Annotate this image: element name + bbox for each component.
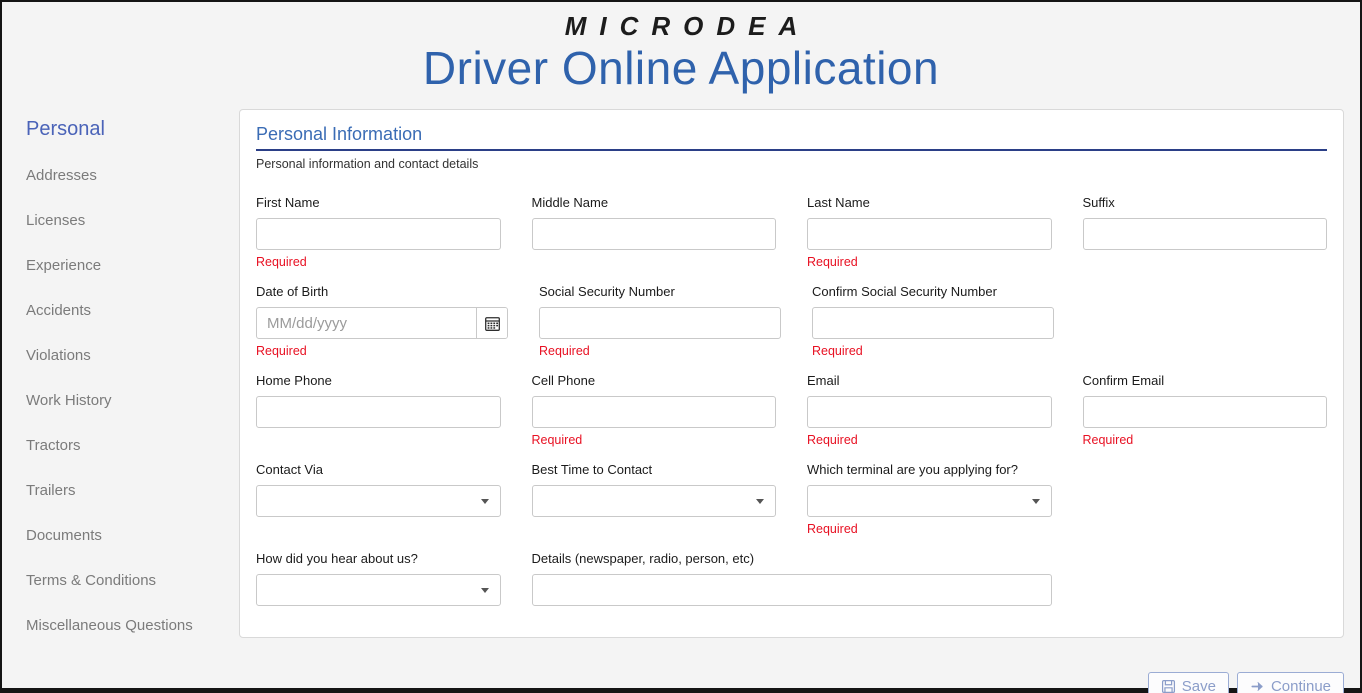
form-row <box>256 551 1327 606</box>
calendar-icon <box>484 315 501 332</box>
home-phone-label: Home Phone <box>256 373 332 388</box>
section-subtitle: Personal information and contact details <box>256 157 479 171</box>
contact-via-label: Contact Via <box>256 462 323 477</box>
required-hint: Required <box>256 255 307 269</box>
empty-cell <box>1085 284 1327 360</box>
section-title: Personal Information <box>256 124 1327 151</box>
confirm-ssn-input[interactable] <box>812 307 1054 339</box>
sidebar-item-personal[interactable]: Personal <box>26 118 105 140</box>
form-row <box>256 195 1327 271</box>
footer-actions <box>2 672 1360 693</box>
details-field-group <box>532 551 1052 606</box>
last-name-label: Last Name <box>807 195 870 210</box>
email-input[interactable] <box>807 396 1052 428</box>
chevron-down-icon <box>1032 499 1040 504</box>
suffix-field-group <box>1083 195 1328 271</box>
save-icon <box>1161 679 1176 693</box>
continue-button[interactable] <box>1237 672 1344 693</box>
best-time-label: Best Time to Contact <box>531 462 653 477</box>
last-name-field-group <box>807 195 1052 271</box>
empty-cell <box>1083 462 1328 538</box>
sidebar-item-work-history[interactable]: Work History <box>26 392 112 409</box>
details-label: Details (newspaper, radio, person, etc) <box>531 551 755 566</box>
terminal-select[interactable] <box>807 485 1052 517</box>
sidebar-item-trailers[interactable]: Trailers <box>26 482 76 499</box>
contact-via-field-group <box>256 462 501 538</box>
empty-cell <box>1083 551 1328 606</box>
form-row <box>256 462 1327 538</box>
date-of-birth-picker <box>256 307 508 339</box>
form-row <box>256 373 1327 449</box>
content-area <box>2 106 1360 662</box>
confirm-email-label: Confirm Email <box>1082 373 1165 388</box>
first-name-label: First Name <box>256 195 320 210</box>
save-button-label: Save <box>1181 678 1216 693</box>
middle-name-field-group <box>532 195 777 271</box>
sidebar-item-tractors[interactable]: Tractors <box>26 437 81 454</box>
required-hint: Required <box>256 344 307 358</box>
microdea-logo: MICRODEA <box>564 11 811 41</box>
sidebar-item-experience[interactable]: Experience <box>26 257 102 274</box>
required-hint <box>1083 255 1328 271</box>
sidebar-item-terms-conditions[interactable]: Terms & Conditions <box>26 572 157 589</box>
best-time-to-contact-select[interactable] <box>532 485 777 517</box>
calendar-button[interactable] <box>476 308 507 338</box>
required-hint: Required <box>1082 433 1134 447</box>
last-name-input[interactable] <box>807 218 1052 250</box>
ssn-input[interactable] <box>539 307 781 339</box>
required-hint <box>532 522 777 538</box>
personal-information-panel <box>239 109 1344 638</box>
middle-name-input[interactable] <box>532 218 777 250</box>
best-time-field-group <box>532 462 777 538</box>
details-input[interactable] <box>532 574 1052 606</box>
hear-about-us-field-group <box>256 551 501 606</box>
email-field-group <box>807 373 1052 449</box>
required-hint: Required <box>807 255 858 269</box>
hear-about-us-label: How did you hear about us? <box>256 551 418 566</box>
chevron-down-icon <box>481 588 489 593</box>
required-hint: Required <box>807 522 858 536</box>
chevron-down-icon <box>481 499 489 504</box>
ssn-label: Social Security Number <box>539 284 675 299</box>
middle-name-label: Middle Name <box>531 195 609 210</box>
sidebar-item-violations[interactable]: Violations <box>26 347 91 364</box>
ssn-field-group <box>539 284 781 360</box>
home-phone-input[interactable] <box>256 396 501 428</box>
page-title: Driver Online Application <box>422 42 940 94</box>
first-name-input[interactable] <box>256 218 501 250</box>
page-header <box>2 2 1360 106</box>
required-hint: Required <box>539 344 590 358</box>
continue-button-label: Continue <box>1270 678 1331 693</box>
cell-phone-input[interactable] <box>532 396 777 428</box>
form-row <box>256 284 1327 360</box>
cell-phone-field-group <box>532 373 777 449</box>
sidebar-item-licenses[interactable]: Licenses <box>26 212 86 229</box>
date-of-birth-field-group <box>256 284 508 360</box>
suffix-label: Suffix <box>1082 195 1115 210</box>
confirm-ssn-label: Confirm Social Security Number <box>812 284 997 299</box>
date-of-birth-input[interactable] <box>257 308 476 338</box>
required-hint <box>256 522 501 538</box>
chevron-down-icon <box>756 499 764 504</box>
date-of-birth-label: Date of Birth <box>256 284 329 299</box>
required-hint <box>532 255 777 271</box>
hear-about-us-select[interactable] <box>256 574 501 606</box>
cell-phone-label: Cell Phone <box>531 373 596 388</box>
confirm-ssn-field-group <box>812 284 1054 360</box>
terminal-field-group <box>807 462 1052 538</box>
confirm-email-field-group <box>1083 373 1328 449</box>
sidebar-item-accidents[interactable]: Accidents <box>26 302 92 319</box>
confirm-email-input[interactable] <box>1083 396 1328 428</box>
sidebar-item-addresses[interactable]: Addresses <box>26 167 97 184</box>
sidebar-item-documents[interactable]: Documents <box>26 527 102 544</box>
home-phone-field-group <box>256 373 501 449</box>
suffix-input[interactable] <box>1083 218 1328 250</box>
required-hint <box>256 433 501 449</box>
sidebar-item-miscellaneous-questions[interactable]: Miscellaneous Questions <box>26 617 193 634</box>
save-button[interactable] <box>1148 672 1229 693</box>
required-hint: Required <box>812 344 863 358</box>
terminal-label: Which terminal are you applying for? <box>807 462 1018 477</box>
sidebar <box>2 106 239 662</box>
required-hint: Required <box>807 433 858 447</box>
first-name-field-group <box>256 195 501 271</box>
required-hint: Required <box>531 433 583 447</box>
personal-information-form <box>256 195 1327 606</box>
arrow-right-icon <box>1250 679 1265 693</box>
email-label: Email <box>807 373 840 388</box>
contact-via-select[interactable] <box>256 485 501 517</box>
